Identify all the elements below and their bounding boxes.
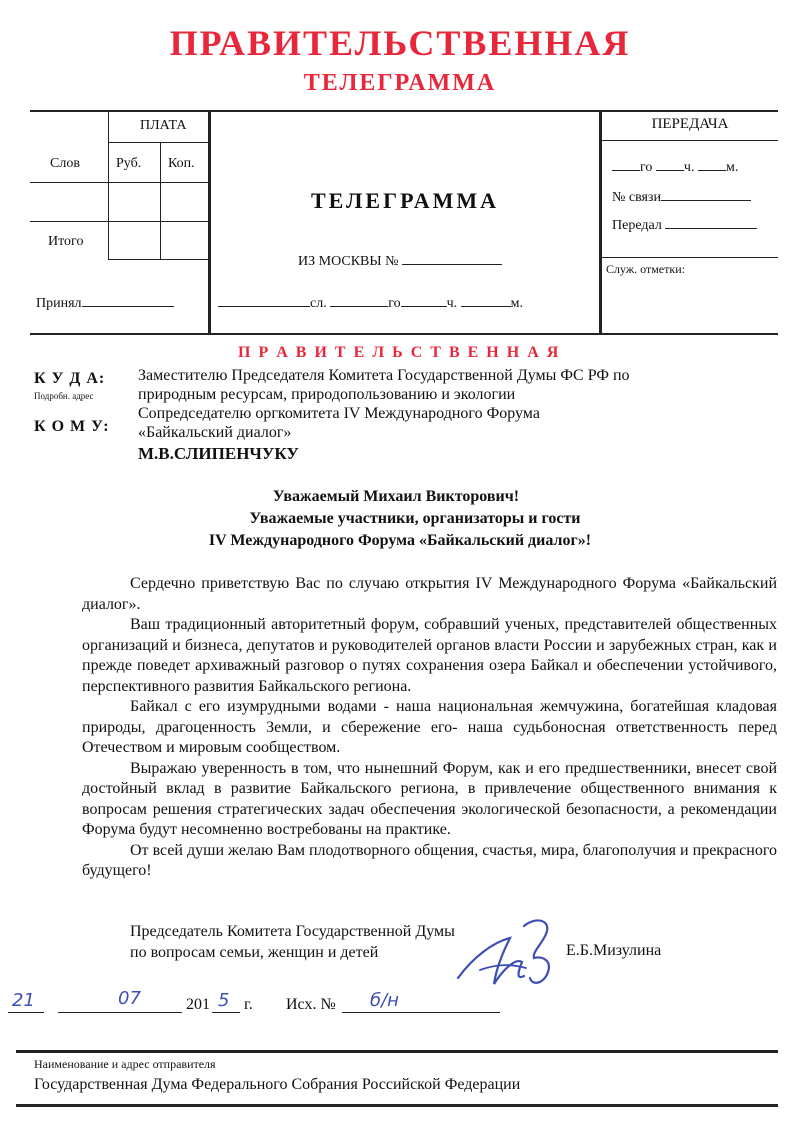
greeting-line: Уважаемые участники, организаторы и гости <box>249 510 581 527</box>
greeting-line: IV Международного Форума «Байкальский диалог»! <box>208 532 592 549</box>
plata-label: ПЛАТА <box>140 118 187 133</box>
greeting-line: Уважаемый Михаил Викторович! <box>272 488 520 505</box>
itogo-label: Итого <box>48 234 84 249</box>
greeting <box>0 486 800 552</box>
signatory-name: Е.Б.Мизулина <box>566 942 662 959</box>
address-line: Заместителю Председателя Комитета Государственной Думы ФС РФ по <box>138 367 630 384</box>
sender-divider-top <box>16 1050 778 1053</box>
day-underline <box>8 1012 44 1013</box>
month-underline <box>58 1012 182 1013</box>
komu-label: К О М У: <box>34 418 110 435</box>
year-suffix-label: г. <box>244 996 253 1013</box>
paragraph: Байкал с его изумрудными водами - наша национальная жемчужина, богатейшая кладовая природы, драгоценность Земли, и сбережение его- наша судьбоносная ответственность перед Отечеством и мировым сообществом. <box>82 698 777 756</box>
iz-moskvy-field: ИЗ МОСКВЫ № <box>298 250 502 270</box>
podrobn-label: Подробн. адрес <box>34 391 94 401</box>
date-year-prefix: 201 <box>186 996 210 1013</box>
isx-value: б/н <box>370 990 399 1011</box>
peredal-field: Передал <box>612 214 757 234</box>
rub-label: Руб. <box>116 156 142 171</box>
date-month: 07 <box>118 988 141 1009</box>
sender-value: Государственная Дума Федерального Собрания Российской Федерации <box>34 1076 521 1093</box>
isx-underline <box>342 1012 500 1013</box>
kuda-label: К У Д А: <box>34 370 106 387</box>
paragraph: Ваш традиционный авторитетный форум, собравший ученых, представителей общественных организаций и бизнеса, депутатов и руководителей органов власти России и зарубежных стран, как и прежде поведет архиважный разговор о путях сохранения озера Байкал и обеспечении устойчивого, перспективного развития Байкальского региона. <box>82 616 777 695</box>
address-line: «Байкальский диалог» <box>138 424 292 441</box>
letter-body <box>82 574 777 882</box>
sender-label: Наименование и адрес отправителя <box>34 1057 216 1071</box>
kop-label: Коп. <box>168 156 195 171</box>
form-center-title: ТЕЛЕГРАММА <box>310 188 500 213</box>
paragraph: Выражаю уверенность в том, что нынешний Форум, как и его предшественники, внесет свой достойный вклад в развитие Байкальского региона, в привлечение общественного внимания к вопросам решения стратегических задач обеспечения экологической безопасности, а рекомендации Форума будут несомненно востребованы на практике. <box>82 759 777 838</box>
sluzh-label: Служ. отметки: <box>606 262 685 276</box>
date-year-suffix: 5 <box>218 990 230 1011</box>
prinyal-label: Принял <box>36 292 174 312</box>
svyaz-field: № связи <box>612 186 751 206</box>
signatory-line: Председатель Комитета Государственной Думы <box>130 923 455 940</box>
peredacha-label: ПЕРЕДАЧА <box>651 116 729 132</box>
header-subtitle: ТЕЛЕГРАММА <box>303 70 497 96</box>
date-day: 21 <box>12 990 35 1011</box>
recipient-address <box>138 366 778 463</box>
paragraph: От всей души желаю Вам плодотворного общения, счастья, мира, благополучия и прекрасного будущего! <box>82 841 777 879</box>
year-underline <box>212 1012 240 1013</box>
address-line: Сопредседателю оргкомитета IV Международного Форума <box>138 405 540 422</box>
sender-divider-bottom <box>16 1104 778 1107</box>
header-title: ПРАВИТЕЛЬСТВЕННАЯ <box>169 23 631 63</box>
peredacha-time: го ч. м. <box>612 156 738 176</box>
address-line: природным ресурсам, природопользованию и экологии <box>138 386 516 403</box>
slov-label: Слов <box>50 156 80 171</box>
recipient-name: М.В.СЛИПЕНЧУКУ <box>138 444 299 463</box>
signatory-line: по вопросам семьи, женщин и детей <box>130 944 379 961</box>
transmission-line: сл. го ч. м. <box>218 292 523 312</box>
government-stamp: П Р А В И Т Е Л Ь С Т В Е Н Н А Я <box>238 344 561 361</box>
paragraph: Сердечно приветствую Вас по случаю открытия IV Международного Форума «Байкальский диалог». <box>82 575 777 613</box>
signatory-title <box>130 921 455 963</box>
handwritten-signature <box>452 912 572 994</box>
isx-label: Исх. № <box>286 996 336 1013</box>
